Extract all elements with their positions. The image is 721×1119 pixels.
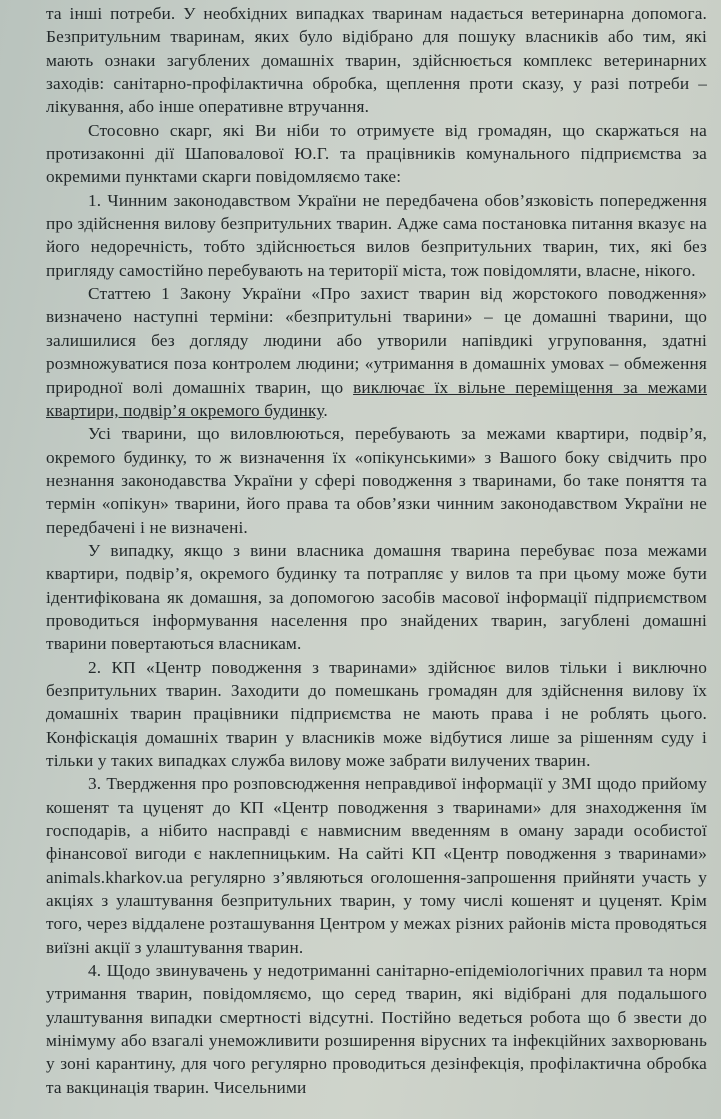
underlined-definition: виключає їх вільне переміщення за межами квартири, подвір’я окремого будинку	[46, 377, 708, 420]
paragraph-point-4: 4. Щодо звинувачень у недотриманні санітарно-епідеміологічних правил та норм утримання тварин, повідомляємо, що серед тварин, які відібрані для подальшого улаштування випадки смертності відсутні. Постійно ведеться робота що б звести до мінімуму або взагалі унеможливити розширення вірусних та інфекційних захворювань у зоні карантину, для чого регулярно проводиться дезінфекція, профілактична обробка та вакцинація тварин. Чисельними	[46, 961, 707, 1097]
paragraph-point-2: 2. КП «Центр поводження з тваринами» здійснює вилов тільки і виключно безпритульних тварин. Заходити до помешкань громадян для здійснення вилову їх домашніх тварин працівники підприємства не мають права і не роблять цього. Конфіскація домашніх тварин у власників може відбутися лише за рішенням суду і тільки у таких випадках служба вилову може забрати вилучених тварин.	[46, 657, 707, 770]
article-1-tail: .	[323, 400, 328, 420]
paragraph-1: та інші потреби. У необхідних випадках тваринам надається ветеринарна допомога. Безпритульним тваринам, яких було відібрано для пошуку власників або тим, які мають ознаки загублених домашніх тварин, здійснюється комплекс ветеринарних заходів: санітарно-профілактична обробка, щеплення проти сказу, у разі потреби – лікування, або інше оперативне втручання.	[46, 4, 707, 117]
paragraph-point-1: 1. Чинним законодавством України не передбачена обов’язковість попередження про здійснення вилову безпритульних тварин. Адже сама постановка питання вказує на його недоречність, тобто здійснюється вилов безпритульних тварин, тих, які без пригляду самостійно перебувають на території міста, тож повідомляти, власне, нікого.	[46, 190, 707, 280]
paragraph-owner-fault: У випадку, якщо з вини власника домашня тварина перебуває поза межами квартири, подвір’я, окремого будинку та потрапляє у вилов та при цьому може бути ідентифікована як домашня, за допомогою засобів масової інформації підприємством проводиться інформування населення про знайдених тварин, загублені домашні тварини повертаються власникам.	[46, 540, 707, 654]
paragraph-2: Стосовно скарг, які Ви ніби то отримуєте від громадян, що скаржаться на протизаконні дії Шаповалової Ю.Г. та працівників комунального підприємства за окремими пунктами скарги повідомляємо таке:	[46, 120, 707, 187]
paragraph-captured-animals: Усі тварини, що виловлюються, перебувають за межами квартири, подвір’я, окремого будинку, то ж визначення їх «опікунськими» з Вашого боку свідчить про незнання законодавства України у сфері поводження з тваринами, бо таке поняття та термін «опікун» тварини, його права та обов’язки чинним законодавством України не передбачені і не визначені.	[46, 424, 707, 537]
paragraph-point-3: 3. Твердження про розповсюдження неправдивої інформації у ЗМІ щодо прийому кошенят та цуценят до КП «Центр поводження з тваринами» для знаходження їм господарів, а нібито насправді є навмисним введенням в оману заради особистої фінансової вигоди є наклепницьким. На сайті КП «Центр поводження з тваринами» animals.kharkov.ua регулярно з’являються оголошення-запрошення прийняти участь у акціях з улаштування безпритульних тварин, у тому числі кошенят и цуценят. Крім того, через віддалене розташування Центром у межах різних районів міста проводяться виїзні акції з улаштування тварин.	[46, 774, 707, 957]
paragraph-article-1	[46, 282, 707, 422]
article-1-text: Статтею 1 Закону України «Про захист тварин від жорстокого поводження» визначено наступні терміни: «безпритульні тварини» – це домашні тварини, що залишилися без догляду людини або утворили напівдикі угруповання, здатні розмножуватися поза контролем людини; «утримання в домашніх умовах – обмеження природної волі домашніх тварин, що	[46, 284, 707, 397]
